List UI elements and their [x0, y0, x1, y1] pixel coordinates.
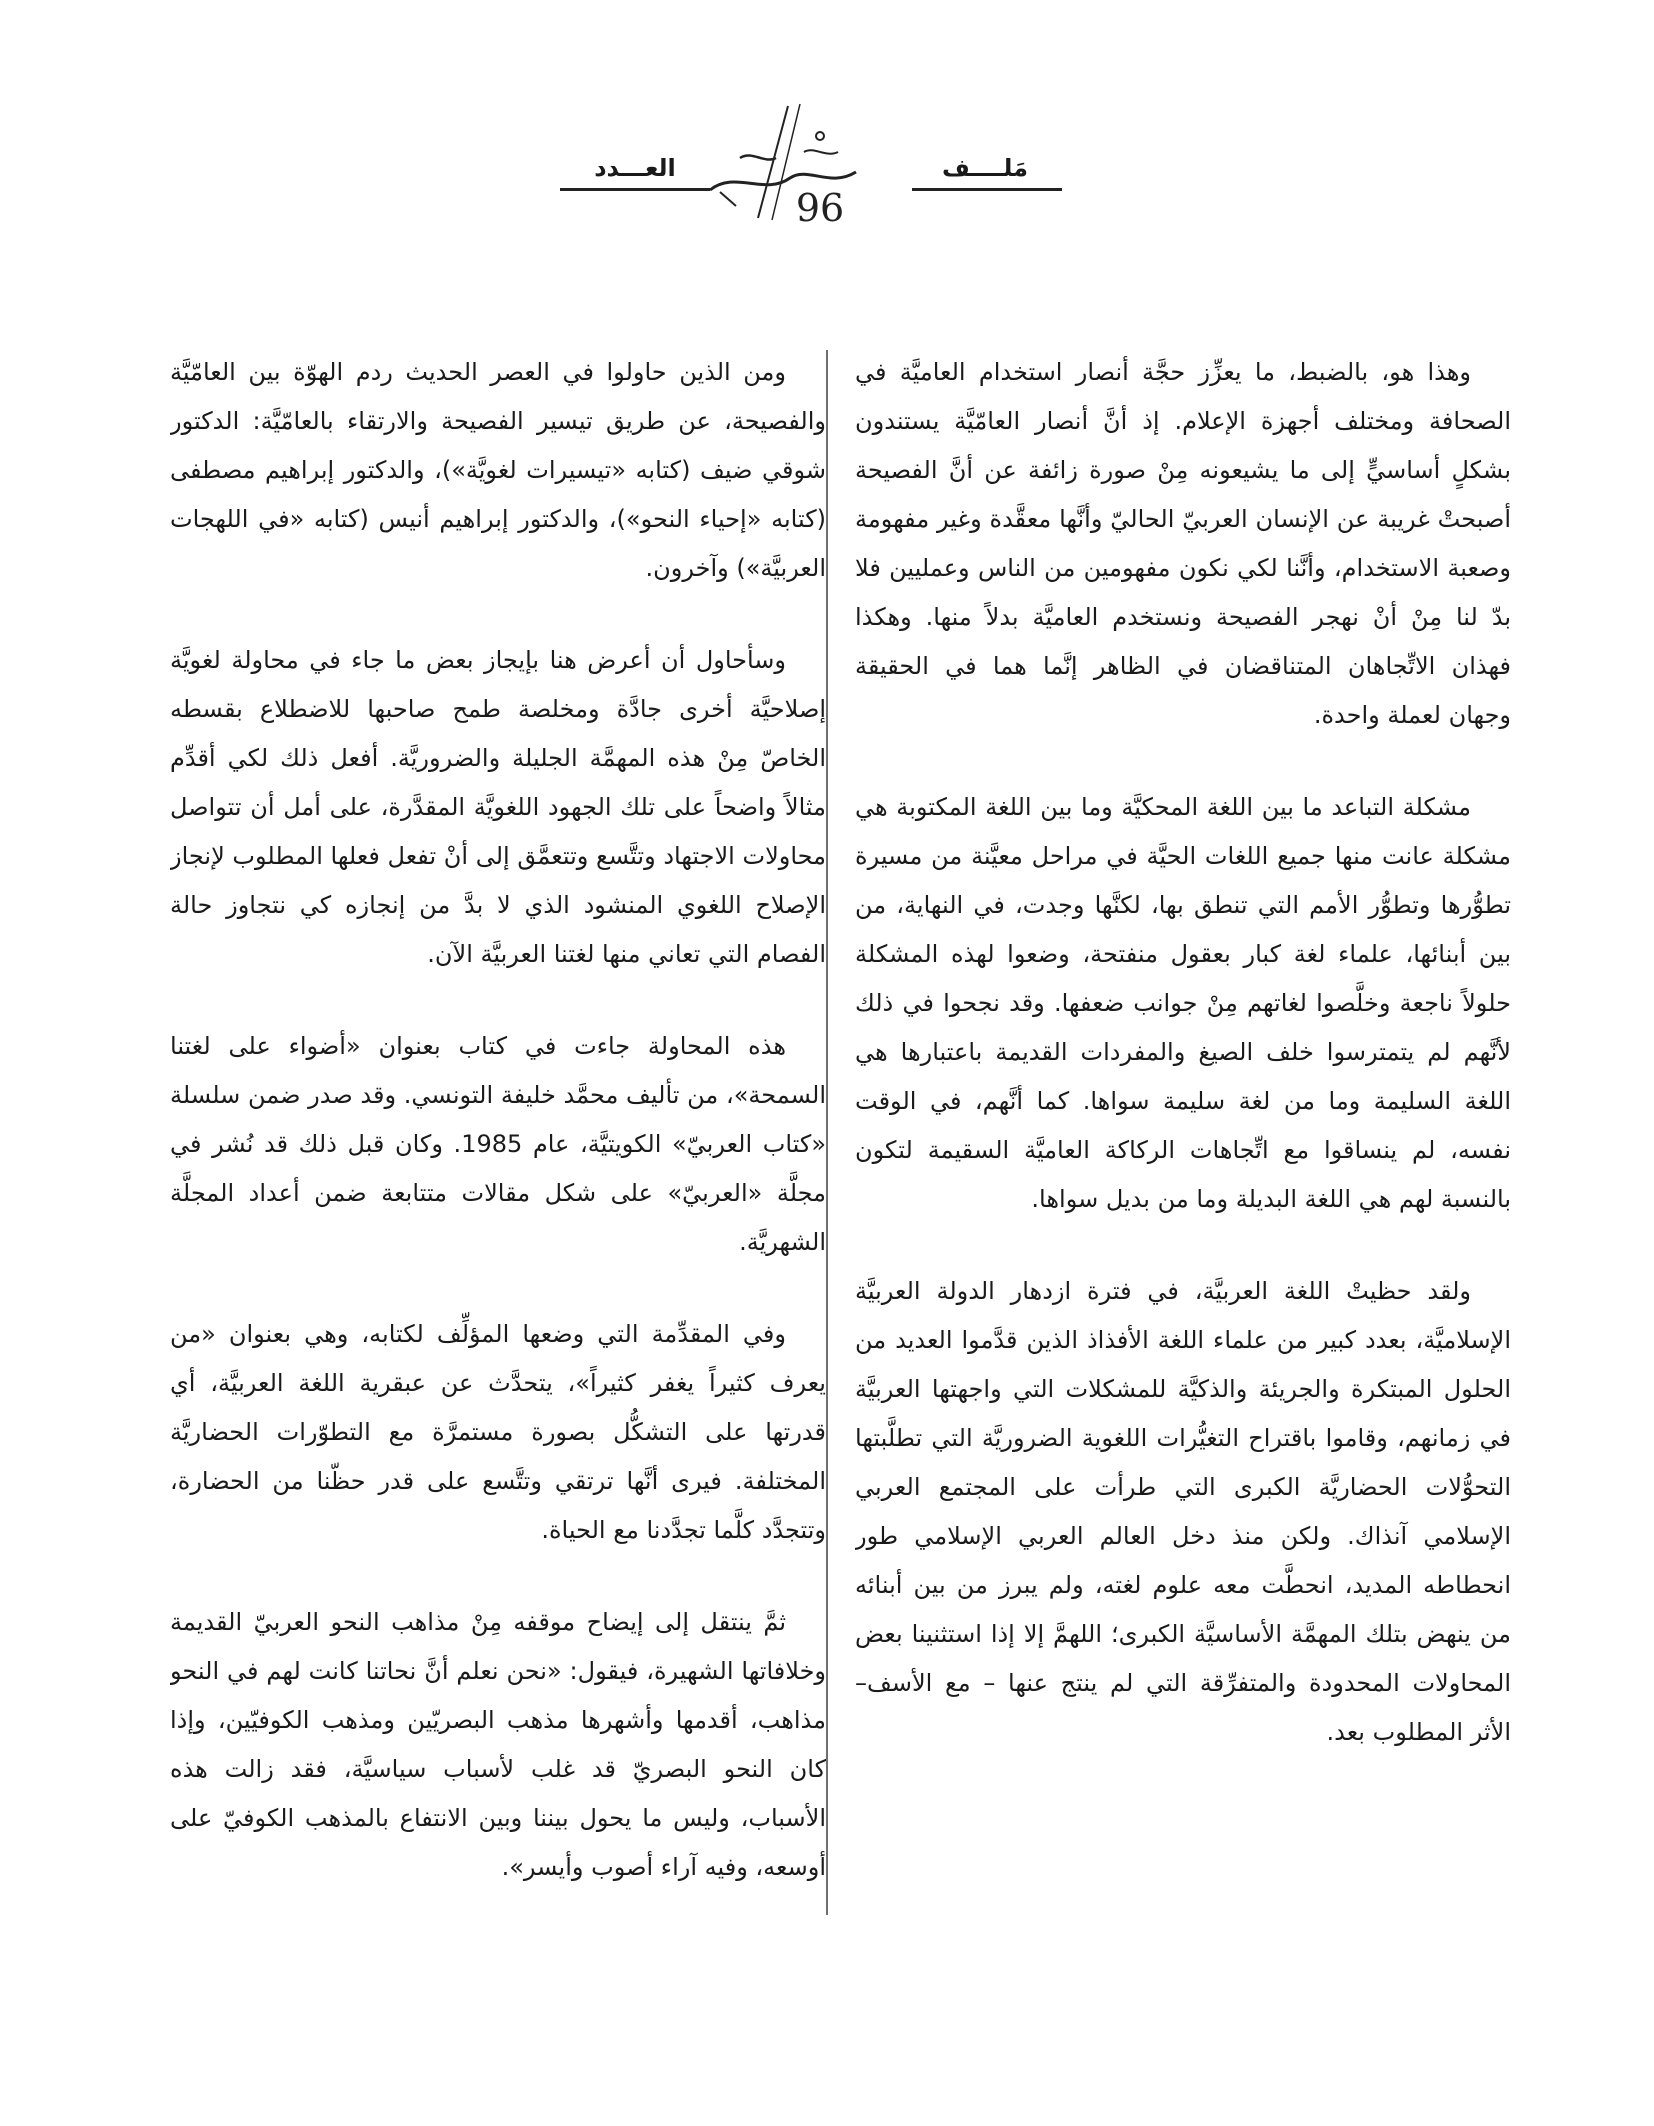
header-rule-right: [912, 188, 1062, 191]
header-rule-left: [560, 188, 710, 191]
paragraph: وهذا هو، بالضبط، ما يعزِّز حجَّة أنصار استخدام العاميَّة في الصحافة ومختلف أجهزة الإعلام. إذ أنَّ أنصار العامّيَّة يستندون بشكلٍ أساسيٍّ إلى ما يشيعونه مِنْ صورة زائفة عن أنَّ الفصيحة أصبحتْ غريبة عن الإنسان العربيّ الحاليّ وأنَّها معقَّدة وغير مفهومة وصعبة الاستخدام، وأنَّنا لكي نكون مفهومين من الناس وعمليين فلا بدّ لنا مِنْ أنْ نهجر الفصيحة ونستخدم العاميَّة بدلاً منها. وهكذا فهذان الاتِّجاهان المتناقضان في الظاهر إنَّما هما في الحقيقة وجهان لعملة واحدة.: [855, 358, 1511, 729]
paragraph: مشكلة التباعد ما بين اللغة المحكيَّة وما بين اللغة المكتوبة هي مشكلة عانت منها جميع اللغات الحيَّة في مراحل معيَّنة من مسيرة تطوُّرها وتطوُّر الأمم التي تنطق بها، لكنَّها وجدت، في النهاية، من بين أبنائها، علماء لغة كبار بعقول منفتحة، وضعوا لهذه المشكلة حلولاً ناجعة وخلَّصوا لغاتهم مِنْ جوانب ضعفها. وقد نجحوا في ذلك لأنَّهم لم يتمترسوا خلف الصيغ والمفردات القديمة باعتبارها هي اللغة السليمة وما من لغة سليمة سواها. كما أنَّهم، في الوقت نفسه، لم ينساقوا مع اتِّجاهات الركاكة العاميَّة السقيمة لتكون بالنسبة لهم هي اللغة البديلة وما من بديل سواها.: [855, 793, 1511, 1213]
right-column: [855, 348, 1511, 1948]
column-divider: [826, 350, 828, 1915]
paragraph: ولقد حظيتْ اللغة العربيَّة، في فترة ازدهار الدولة العربيَّة الإسلاميَّة، بعدد كبير من علماء اللغة الأفذاذ الذين قدَّموا العديد من الحلول المبتكرة والجريئة والذكيَّة للمشكلات التي واجهتها العربيَّة في زمانهم، وقاموا باقتراح التغيُّرات اللغوية الضروريَّة التي تطلَّبتها التحوُّلات الحضاريَّة الكبرى التي طرأت على المجتمع العربي الإسلامي آنذاك. ولكن منذ دخل العالم العربي الإسلامي طور انحطاطه المديد، انحطَّت معه علوم لغته، ولم يبرز من بين أبنائه من ينهض بتلك المهمَّة الأساسيَّة الكبرى؛ اللهمَّ إلا إذا استثنينا بعض المحاولات المحدودة والمتفرِّقة التي لم ينتج عنها – مع الأسف– الأثر المطلوب بعد.: [855, 1277, 1511, 1746]
section-label-right: مَلــــف: [941, 154, 1029, 182]
paragraph: ثمَّ ينتقل إلى إيضاح موقفه مِنْ مذاهب النحو العربيّ القديمة وخلافاتها الشهيرة، فيقول: «نحن نعلم أنَّ نحاتنا كانت لهم في النحو مذاهب، أقدمها وأشهرها مذهب البصريّين ومذهب الكوفيّين، وإذا كان النحو البصريّ قد غلب لأسباب سياسيَّة، فقد زالت هذه الأسباب، وليس ما يحول بيننا وبين الانتفاع بالمذهب الكوفيّ على أوسعه، وفيه آراء أصوب وأيسر».: [170, 1608, 826, 1881]
paragraph: هذه المحاولة جاءت في كتاب بعنوان «أضواء على لغتنا السمحة»، من تأليف محمَّد خليفة التونسي. وقد صدر ضمن سلسلة «كتاب العربيّ» الكويتيَّة، عام 1985. وكان قبل ذلك قد نُشر في مجلَّة «العربيّ» على شكل مقالات متتابعة ضمن أعداد المجلَّة الشهريَّة.: [170, 1032, 826, 1256]
paragraph: ومن الذين حاولوا في العصر الحديث ردم الهوّة بين العامّيَّة والفصيحة، عن طريق تيسير الفصيحة والارتقاء بالعامّيَّة: الدكتور شوقي ضيف (كتابه «تيسيرات لغويَّة»)، والدكتور إبراهيم مصطفى (كتابه «إحياء النحو»)، والدكتور إبراهيم أنيس (كتابه «في اللهجات العربيَّة») وآخرون.: [170, 358, 826, 582]
page-number: 96: [795, 186, 845, 230]
paragraph: وسأحاول أن أعرض هنا بإيجاز بعض ما جاء في محاولة لغويَّة إصلاحيَّة أخرى جادَّة ومخلصة طمح صاحبها للاضطلاع بقسطه الخاصّ مِنْ هذه المهمَّة الجليلة والضروريَّة. أفعل ذلك لكي أقدِّم مثالاً واضحاً على تلك الجهود اللغويَّة المقدَّرة، على أمل أن تتواصل محاولات الاجتهاد وتتَّسع وتتعمَّق إلى أنْ تفعل فعلها المطلوب لإنجاز الإصلاح اللغوي المنشود الذي لا بدَّ من إنجازه كي نتجاوز حالة الفصام التي تعاني منها لغتنا العربيَّة الآن.: [170, 646, 826, 968]
left-column: [170, 348, 826, 1948]
section-label-left: العـــدد: [594, 154, 676, 182]
paragraph: وفي المقدِّمة التي وضعها المؤلِّف لكتابه، وهي بعنوان «من يعرف كثيراً يغفر كثيراً»، يتحدَّث عن عبقرية اللغة العربيَّة، أي قدرتها على التشكُّل بصورة مستمرَّة مع التطوّرات الحضاريَّة المختلفة. فيرى أنَّها ترتقي وتتَّسع على قدر حظّنا من الحضارة، وتتجدَّد كلَّما تجدَّدنا مع الحياة.: [170, 1320, 826, 1544]
